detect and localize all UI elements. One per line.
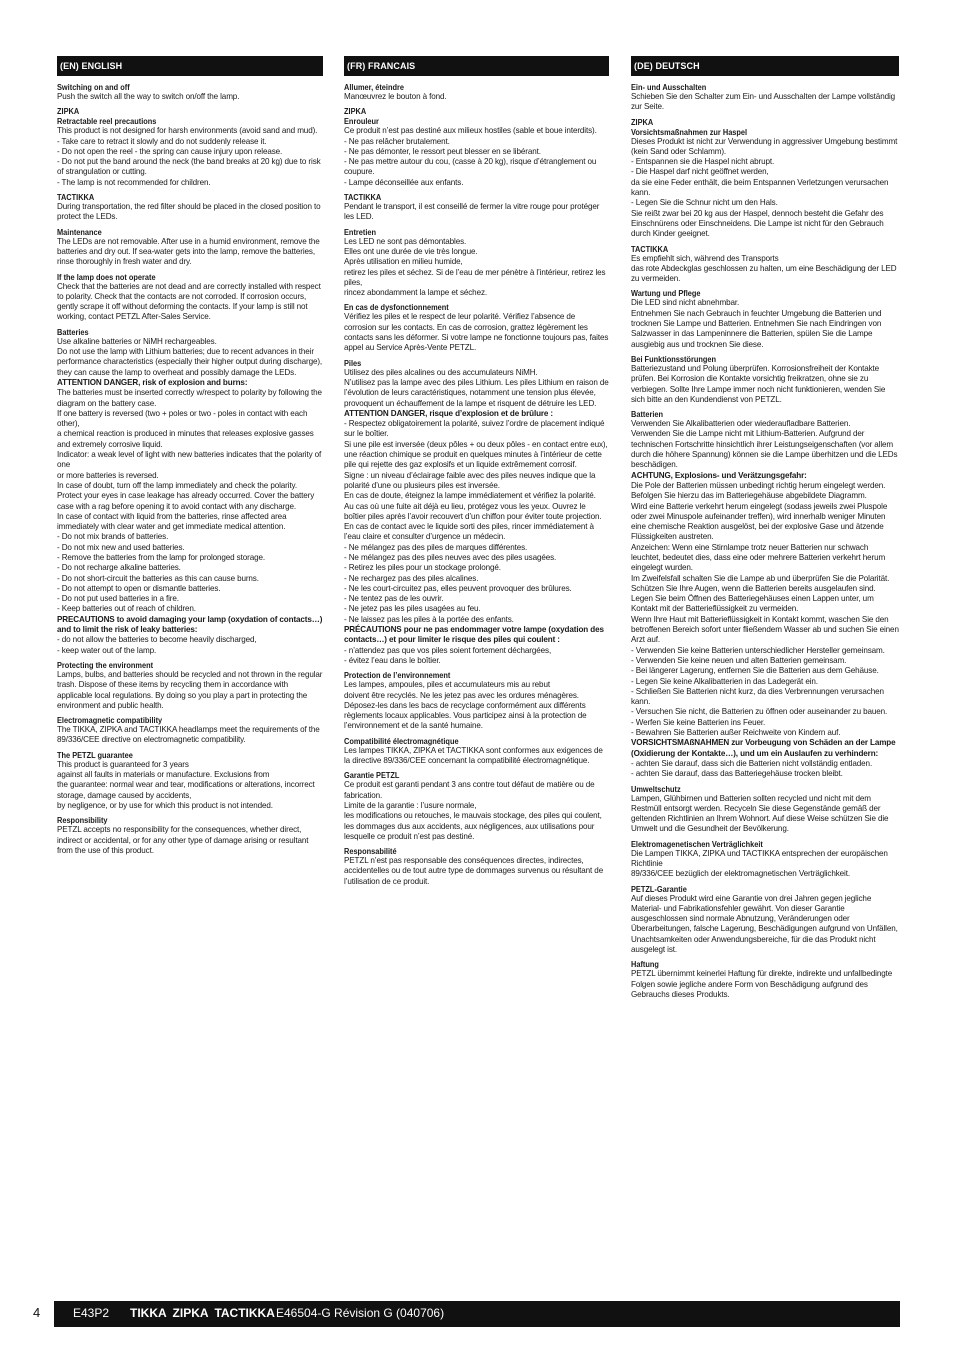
section-title: Protecting the environment <box>57 659 154 670</box>
section <box>631 839 899 880</box>
section-title: Enrouleur <box>344 116 379 127</box>
section-body: The batteries must be inserted correctly w/respect to polarity by following the diagram on the battery case. If one battery is reversed (two + poles or two - poles in contact with each other), a chemical reaction is produced in minutes that releases explosive gasses and extremely corrosive liquid. Indicator: a weak level of light with new batteries indicates that the polarity of one or more batteries is reversed. In case of doubt, turn off the lamp immediately and check the polarity. Protect your eyes in case leakage has already occurred. Cover the battery case with a rag before opening it to avoid contact with any discharge. In case of contact with liquid from the batteries, rinse affected area immediately with clear water and get immediate medical attention. - Do not mix brands of batteries. - Do not mix new and used batteries. - Remove the batteries from the lamp for prolonged storage. - Do not recharge alkaline batteries. - Do not short-circuit the batteries as this can cause burns. - Do not attempt to open or dismantle batteries. - Do not put used batteries in a fire. - Keep batteries out of reach of children. <box>57 388 322 614</box>
section-title: TACTIKKA <box>631 243 669 254</box>
section-title: TACTIKKA <box>344 192 382 203</box>
section-body: Die Pole der Batterien müssen unbedingt richtig herum eingelegt werden. Befolgen Sie hierzu das im Batteriegehäuse abgebildete Diagramm. Wird eine Batterie verkehrt herum eingelegt (sodass jeweils zwei Pluspole oder zwei Minuspole aufeinander treffen), wird innerhalb weniger Minuten eine chemische Reaktion ausgelöst, bei der explosive Gase und ätzende Flüssigkeiten austreten. Anzeichen: Wenn eine Stirnlampe trotz neuer Batterien nur schwach leuchtet, bedeutet dies, dass eine oder mehrere Batterien verkehrt herum eingelegt wurden. Im Zweifelsfall schalten Sie die Lampe ab und überprüfen Sie die Polarität. Schützen Sie Ihre Augen, wenn die Batterien bereits ausgelaufen sind. Legen Sie beim Öffnen des Batteriegehäuses einen Lappen unter, um Kontakt mit der Batterieflüssigkeit zu vermeiden. Wenn Ihre Haut mit Batterieflüssigkeit in Kontakt kommt, waschen Sie den betroffenen Bereich sofort unter fließendem Wasser ab und suchen Sie einen Arzt auf. - Verwenden Sie keine Batterien unterschiedlicher Hersteller gemeinsam. - Verwenden Sie keine neuen und alten Batterien gemeinsam. - Bei längerer Lagerung, entfernen Sie die Batterien aus dem Gehäuse. - Legen Sie keine Alkalibatterien in das Ladegerät ein. - Schließen Sie Batterien nicht kurz, da dies Verbrennungen verursachen kann. - Versuchen Sie nicht, die Batterien zu öffnen oder auseinander zu bauen. - Werfen Sie keine Batterien ins Feuer. - Bewahren Sie Batterien außer Reichweite von Kindern auf. <box>631 480 899 738</box>
section-title: PETZL-Garantie <box>631 883 687 894</box>
section-body: Dieses Produkt ist nicht zur Verwendung in aggressiver Umgebung bestimmt (kein Sand oder Schlamm). - Entspannen sie die Haspel nicht abrupt. - Die Haspel darf nicht geöffnet werden, da sie eine Feder enthält, die beim Entspannen Verletzungen verursachen kann. - Legen Sie die Schnur nicht um den Hals. Sie reißt zwar bei 20 kg aus der Haspel, dennoch besteht die Gefahr des Einschnürens oder Einschneidens. Die Lampe ist nicht für den Gebrauch durch Kinder geeignet. <box>631 136 898 239</box>
section-title: Maintenance <box>57 226 102 237</box>
section-body: - achten Sie darauf, dass sich die Batterien nicht vollständig entladen. - achten Sie darauf, dass das Batteriegehäuse trocken bleibt. <box>631 758 873 779</box>
column-german <box>631 56 899 1000</box>
section <box>344 302 609 353</box>
section <box>344 736 609 767</box>
section-body: PETZL accepts no responsibility for the consequences, whether direct, indirect or accidental, or for any other type of damage arising or resultant from the use of this product. <box>57 825 309 855</box>
section <box>57 272 323 323</box>
section-title: Compatibilité électromagnétique <box>344 735 459 746</box>
section-title: Electromagnetic compatibility <box>57 715 163 726</box>
section <box>631 117 899 240</box>
section-body: Auf dieses Produkt wird eine Garantie von drei Jahren gegen jegliche Material- und Fabrikationsfehler gewährt. Von dieser Garantie ausgeschlossen sind normale Abnutzung, Veränderungen oder Überarbeitungen, falsche Lagerung, Beschädigungen aufgrund von Unfällen, Unachtsamkeiten oder Anwendungsbereiche, für die das Produkt nicht ausgelegt ist. <box>631 893 898 955</box>
section-title: ZIPKA <box>344 106 367 117</box>
section-body: This product is guaranteed for 3 years against all faults in materials or manufacture. Exclusions from the guarantee: normal wear and tear, modifications or alterations, incorrect storage, damage caused by accidents, by negligence, or by use for which this product is not intended. <box>57 759 315 810</box>
section-title: Vorsichtsmaßnahmen zur Haspel <box>631 126 748 137</box>
section-title: Batteries <box>57 326 89 337</box>
warning-heading: VORSICHTSMAßNAHMEN zur Vorbeugung von Schäden an der Lampe (Oxidierung der Kontakte…), und um ein Auslaufen zu verhindern: <box>631 738 896 758</box>
section-title: Wartung und Pflege <box>631 288 701 299</box>
section-body: Utilisez des piles alcalines ou des accumulateurs NiMH. N’utilisez pas la lampe avec des piles Lithium. Les piles Lithium en raison de l’évolution de leurs caractéristiques, notamment une tension plus élevée, provoquent un échauffement de la lampe et risquent de détruire les LED. <box>344 367 609 408</box>
section <box>631 959 899 1000</box>
section-title: Batterien <box>631 409 664 420</box>
section-body: Vérifiez les piles et le respect de leur polarité. Vérifiez l’absence de corrosion sur les contacts. En cas de corrosion, grattez légèrement les contacts sans les déformer. Si votre lampe ne fonctionne toujours pas, faites appel au Service Après-Vente PETZL. <box>344 312 609 353</box>
column-header: (DE) DEUTSCH <box>631 56 899 76</box>
section-title: Retractable reel precautions <box>57 116 157 127</box>
section-body: Ce produit n’est pas destiné aux milieux hostiles (sable et boue interdits). - Ne pas relâcher brutalement. - Ne pas démonter, le ressort peut blesser en se libérant. - Ne pas mettre autour du cou, (casse à 20 kg), risque d’étranglement ou coupure. - Lampe déconseillée aux enfants. <box>344 126 597 187</box>
section-body: Die Lampen TIKKA, ZIPKA und TACTIKKA entsprechen der europäischen Richtlinie 89/336/CEE bezüglich der elektromagnetischen Verträglichkeit. <box>631 848 888 879</box>
section <box>344 846 609 887</box>
section-body: Pendant le transport, il est conseillé de fermer la vitre rouge pour protéger les LED. <box>344 202 600 222</box>
section <box>57 192 323 223</box>
section-body: During transportation, the red filter should be placed in the closed position to protect the LEDs. <box>57 202 321 222</box>
column-english <box>57 56 323 856</box>
section <box>57 660 323 711</box>
section-body: The LEDs are not removable. After use in a humid environment, remove the batteries and dry out. If sea-water gets into the lamp, remove the batteries, rinse thoroughly in fresh water and dry. <box>57 236 320 267</box>
section-body: - do not allow the batteries to become heavily discharged, - keep water out of the lamp. <box>57 635 257 655</box>
section-title: Responsabilité <box>344 846 397 857</box>
section <box>631 784 899 835</box>
section <box>57 715 323 746</box>
column-french <box>344 56 609 887</box>
warning-heading: PRÉCAUTIONS pour ne pas endommager votre lampe (oxydation des contacts…) et pour limiter le risque des piles qui coulent : <box>344 625 604 645</box>
section <box>344 82 609 102</box>
section-body: Batteriezustand und Polung überprüfen. Korrosionsfreiheit der Kontakte prüfen. Bei Korrosion die Kontakte vorsichtig freikratzen, ohne sie zu verbiegen. Sollte Ihre Lampe immer noch nicht funktionieren, wenden Sie sich bitte an den Kundendienst von PETZL. <box>631 363 886 404</box>
footer-reference: E46504-G Révision G (040706) <box>276 1306 445 1320</box>
warning-heading: ACHTUNG, Explosions- und Verätzungsgefahr: <box>631 470 807 480</box>
section-title: Ein- und Ausschalten <box>631 82 707 92</box>
section <box>344 192 609 223</box>
section <box>344 106 609 188</box>
section <box>344 770 609 842</box>
section-title: Switching on and off <box>57 82 130 92</box>
section-title: Umweltschutz <box>631 783 681 794</box>
warning-heading: PRECAUTIONS to avoid damaging your lamp (oxydation of contacts…) and to limit the risk of leaky batteries: <box>57 614 323 635</box>
section-body: PETZL n’est pas responsable des conséquences directes, indirectes, accidentelles ou de tout autre type de dommages survenus ou résultant de l’utilisation de ce produit. <box>344 856 604 886</box>
section <box>57 327 323 656</box>
section <box>631 409 899 779</box>
section-body: Lampen, Glühbirnen und Batterien sollten recycled und nicht mit dem Restmüll entsorgt werden. Recyceln Sie diese Gegenstände gemäß der geltenden Richtlinien an Ihrem Wohnort. Auf diese Weise schützen Sie die Umwelt und die Gesundheit der Bevölkerung. <box>631 793 889 834</box>
section <box>57 106 323 188</box>
section-title: Garantie PETZL <box>344 770 400 781</box>
section-body: The TIKKA, ZIPKA and TACTIKKA headlamps meet the requirements of the 89/336/CEE directive on electromagnetic compatibility. <box>57 725 320 745</box>
section-body: Schieben Sie den Schalter zum Ein- und Ausschalten der Lampe vollständig zur Seite. <box>631 92 896 112</box>
section <box>631 884 899 956</box>
section <box>344 358 609 667</box>
footer-bar <box>54 1301 900 1327</box>
section-body: Les LED ne sont pas démontables. Elles ont une durée de vie très longue. Après utilisation en milieu humide, retirez les piles et séchez. Si de l’eau de mer pénètre à l’intérieur, retirez les piles, rincez abondamment la lampe et séchez. <box>344 236 606 298</box>
section-title: Entretien <box>344 226 377 237</box>
section-title: ZIPKA <box>57 106 80 117</box>
section-title: TACTIKKA <box>57 192 95 203</box>
section-body: Check that the batteries are not dead and are correctly installed with respect to polarity. Check that the contacts are not corroded. If corrosion occurs, gently scrape it off without deforming the contacts. If your lamp is still not working, contact PETZL After-Sales Service. <box>57 281 321 322</box>
section <box>57 82 323 102</box>
section-body: Manœuvrez le bouton à fond. <box>344 92 447 101</box>
section-body: PETZL übernimmt keinerlei Haftung für direkte, indirekte und unfallbedingte Folgen sowie jegliche andere Form von Beschädigung aufgrund des Gebrauchs dieses Produkts. <box>631 969 893 999</box>
footer-code: E43P2 <box>73 1306 110 1320</box>
section-body: Les lampes, ampoules, piles et accumulateurs mis au rebut doivent être recyclés. Ne les jetez pas avec les ordures ménagères. Déposez-les dans les bacs de recyclage conformément aux différents règlements locaux applicables. Vous participez ainsi à la protection de l’environnement et de la santé humaine. <box>344 680 587 731</box>
section <box>631 244 899 285</box>
section-title: Responsibility <box>57 815 108 826</box>
section-body: Es empfiehlt sich, während des Transports das rote Abdeckglas geschlossen zu halten, um eine Beschädigung der LED zu vermeiden. <box>631 253 897 284</box>
section <box>344 670 609 731</box>
section-title: Bei Funktionsstörungen <box>631 353 716 364</box>
section-title: Elektromagenetischen Verträglichkeit <box>631 838 763 849</box>
section-body: Die LED sind nicht abnehmbar. Entnehmen Sie nach Gebrauch in feuchter Umgebung die Batterien und trocknen Sie Lampe und Batterien. Entnehmen Sie nach Eindringen von Salzwasser in das Lampeninnere die Batterien, spülen Sie die Lampe ausgiebig aus und trocknen Sie diese. <box>631 298 882 349</box>
section-title: The PETZL guarantee <box>57 749 133 760</box>
section-title: Protection de l’environnement <box>344 670 451 681</box>
warning-heading: ATTENTION DANGER, risque d’explosion et de brûlure : <box>344 408 554 418</box>
section <box>631 354 899 405</box>
column-header: (EN) ENGLISH <box>57 56 323 76</box>
section-title: ZIPKA <box>631 116 654 127</box>
section <box>344 227 609 299</box>
section-body: Verwenden Sie Alkalibatterien oder wiederaufladbare Batterien. Verwenden Sie die Lampe nicht mit Lithium-Batterien. Aufgrund der technischen Fortschritte hinsichtlich ihrer Leistungseigenschaften (vor allem durch die höhere Spannung) können sie die Lampe überhitzen und die LEDs beschädigen. <box>631 419 898 470</box>
section-body: Use alkaline batteries or NiMH rechargeables. Do not use the lamp with Lithium batteries; due to recent advances in their performance characteristics (especially their higher output during discharge), they can cause the lamp to overheat and possibly damage the LEDs. <box>57 336 323 377</box>
section-title: Allumer, éteindre <box>344 82 404 92</box>
footer-product-title: TIKKA ZIPKA TACTIKKA <box>130 1306 275 1320</box>
section-title: If the lamp does not operate <box>57 271 156 282</box>
section <box>57 750 323 811</box>
section-body: Lamps, bulbs, and batteries should be recycled and not thrown in the regular trash. Dispose of these items by recycling them in accordance with applicable local regulations. By doing so you play a part in protecting the environment and public health. <box>57 669 323 710</box>
section-body: Ce produit est garanti pendant 3 ans contre tout défaut de matière ou de fabrication. Limite de la garantie : l’usure normale, les modifications ou retouches, le mauvais stockage, des piles qui coulent, les dommages dus aux accidents, aux négligences, aux utilisations pour lesquelle ce produit n’est pas destiné. <box>344 780 602 841</box>
section <box>57 815 323 856</box>
section-body: - n’attendez pas que vos piles soient fortement déchargées, - évitez l’eau dans le boîtier. <box>344 645 552 665</box>
section <box>631 288 899 349</box>
section <box>631 82 899 113</box>
section <box>57 227 323 268</box>
section-title: Haftung <box>631 959 659 970</box>
warning-heading: ATTENTION DANGER, risk of explosion and burns: <box>57 377 248 387</box>
section-body: Push the switch all the way to switch on/off the lamp. <box>57 92 240 101</box>
section-body: - Respectez obligatoirement la polarité, suivez l’ordre de placement indiqué sur le boîtier. Si une pile est inversée (deux pôles + ou deux pôles - en contact entre eux), une réaction chimique se produit en quelques minutes à l’intérieur de cette pile qui rejette des gaz explosifs et un liquide extrêmement corrosif. Signe : un niveau d’éclairage faible avec des piles neuves indique que la polarité d’une ou plusieurs piles est inversée. En cas de doute, éteignez la lampe immédiatement et vérifiez la polarité. Au cas où une fuite ait déjà eu lieu, protégez vous les yeux. Ouvrez le boîtier piles après l’avoir recouvert d’un chiffon pour éviter toute projection. En cas de contact avec le liquide sorti des piles, rincer immédiatement à l’eau claire et consulter d’urgence un médecin. - Ne mélangez pas des piles de marques différentes. - Ne mélangez pas des piles neuves avec des piles usagées. - Retirez les piles pour un stockage prolongé. - Ne rechargez pas des piles alcalines. - Ne les court-circuitez pas, elles peuvent provoquer des brûlures. - Ne tentez pas de les ouvrir. - Ne jetez pas les piles usagées au feu. - Ne laissez pas les piles à la portée des enfants. <box>344 419 608 624</box>
section-title: En cas de dysfonctionnement <box>344 302 449 313</box>
section-body: This product is not designed for harsh environments (avoid sand and mud). - Take care to retract it slowly and do not suddenly release it. - Do not open the reel - the spring can cause injury upon release. - Do not put the band around the neck (the band breaks at 20 kg) due to risk of strangulation or cutting. - The lamp is not recommended for children. <box>57 126 321 187</box>
section-body: Les lampes TIKKA, ZIPKA et TACTIKKA sont conformes aux exigences de la directive 89/336/CEE concernant la compatibilité électromagnétique. <box>344 745 603 766</box>
page-number: 4 <box>33 1305 41 1320</box>
column-header: (FR) FRANCAIS <box>344 56 609 76</box>
section-title: Piles <box>344 357 362 368</box>
